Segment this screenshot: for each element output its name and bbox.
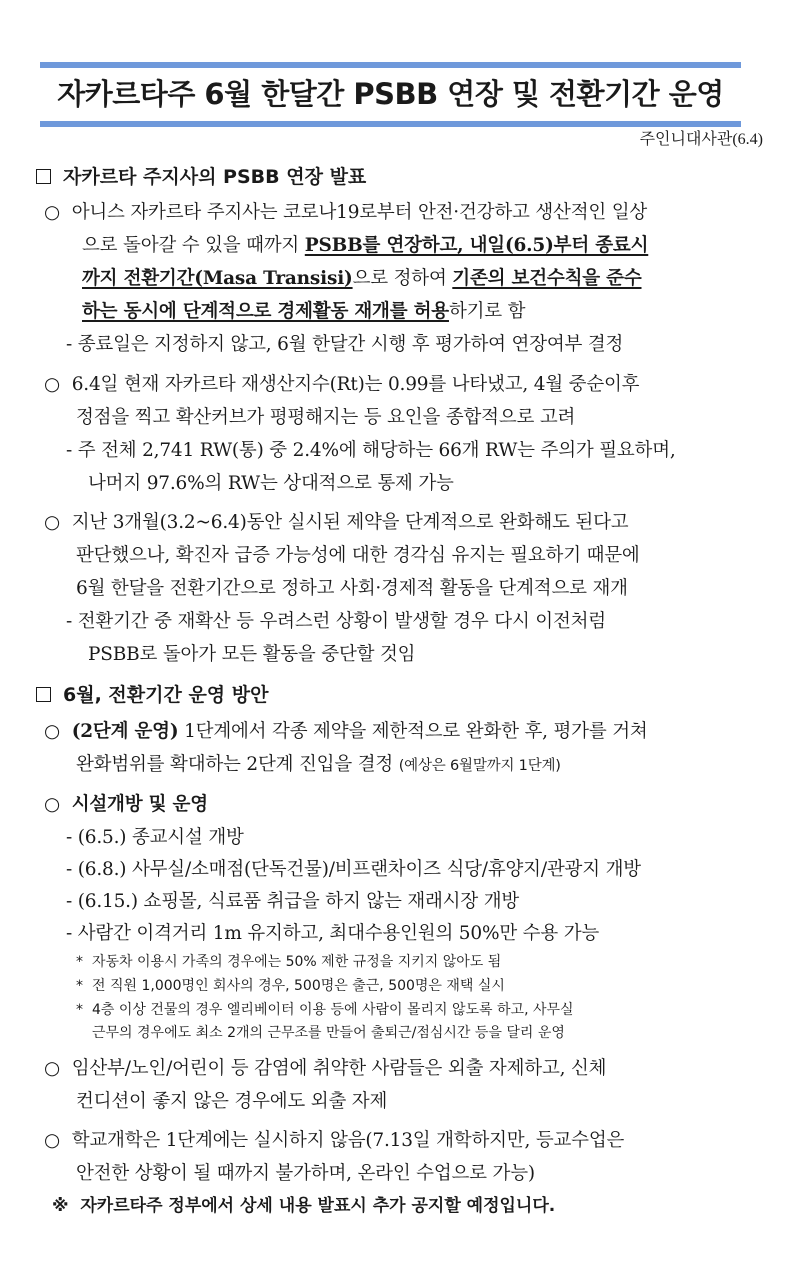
star-note-line: * 4층 이상 건물의 경우 엘리베이터 이용 등에 사람이 몰리지 않도록 하고, 사무실 [76, 1002, 574, 1018]
paragraph-line: ○ 아니스 자카르타 주지사는 코로나19로부터 안전·건강하고 생산적인 일상 [44, 202, 648, 223]
sub-bullet-line: - (6.8.) 사무실/소매점(단독건물)/비프랜차이즈 식당/휴양지/관광지 개방 [66, 859, 641, 880]
footer-note: ※ 자카르타주 정부에서 상세 내용 발표시 추가 공지할 예정입니다. [52, 1196, 556, 1216]
section-heading-psbb-extension: 자카르타 주지사의 PSBB 연장 발표 [36, 162, 366, 189]
page-title: 자카르타주 6월 한달간 PSBB 연장 및 전환기간 운영 [57, 77, 724, 111]
paragraph-line: 안전한 상황이 될 때까지 불가하며, 온라인 수업으로 가능) [76, 1163, 535, 1184]
paragraph-line: 하는 동시에 단계적으로 경제활동 재개를 허용하기로 함 [82, 301, 526, 322]
sub-bullet-line: PSBB로 돌아가 모든 활동을 중단할 것임 [88, 644, 416, 665]
circle-bullet-icon: ○ [44, 721, 60, 742]
asterisk-icon: * [76, 1002, 83, 1018]
checkbox-square-icon [36, 687, 51, 702]
asterisk-icon: * [76, 978, 83, 994]
circle-bullet-icon: ○ [44, 512, 60, 533]
source-label: 주인니대사관(6.4) [639, 131, 763, 148]
title-bar-top [40, 62, 741, 68]
paragraph-line: ○ (2단계 운영) 1단계에서 각종 제약을 제한적으로 완화한 후, 평가를 거쳐 [44, 721, 648, 742]
paragraph-line: 컨디션이 좋지 않은 경우에도 외출 자제 [76, 1091, 388, 1112]
paragraph-line: ○ 학교개학은 1단계에는 실시하지 않음(7.13일 개학하지만, 등교수업은 [44, 1130, 625, 1151]
checkbox-square-icon [36, 169, 51, 184]
reference-mark-icon: ※ [52, 1196, 69, 1216]
star-note-line: * 자동차 이용시 가족의 경우에는 50% 제한 규정을 지키지 않아도 됨 [76, 954, 502, 970]
paragraph-line: ○ 임산부/노인/어린이 등 감염에 취약한 사람들은 외출 자제하고, 신체 [44, 1058, 607, 1079]
sub-bullet-line: - (6.15.) 쇼핑몰, 식료품 취급을 하지 않는 재래시장 개방 [66, 891, 520, 912]
sub-bullet-line: - 종료일은 지정하지 않고, 6월 한달간 시행 후 평가하여 연장여부 결정 [66, 334, 624, 355]
star-note-line: * 전 직원 1,000명인 회사의 경우, 500명은 출근, 500명은 재택 실시 [76, 978, 505, 994]
circle-bullet-icon: ○ [44, 202, 60, 223]
paragraph-line: ○ 6.4일 현재 자카르타 재생산지수(Rt)는 0.99를 나타냈고, 4월 중순이후 [44, 374, 640, 395]
star-note-line: 근무의 경우에도 최소 2개의 근무조를 만들어 출퇴근/점심시간 등을 달리 운영 [92, 1025, 565, 1041]
asterisk-icon: * [76, 954, 83, 970]
paragraph-line: 으로 돌아갈 수 있을 때까지 PSBB를 연장하고, 내일(6.5)부터 종료시 [82, 235, 649, 256]
paragraph-line: 완화범위를 확대하는 2단계 진입을 결정 (예상은 6월말까지 1단계) [76, 754, 561, 775]
paragraph-line: 판단했으나, 확진자 급증 가능성에 대한 경각심 유지는 필요하기 때문에 [76, 545, 640, 566]
paragraph-line: 까지 전환기간(Masa Transisi)으로 정하여 기존의 보건수칙을 준수 [82, 268, 642, 289]
circle-bullet-icon: ○ [44, 1058, 60, 1079]
sub-bullet-line: - 주 전체 2,741 RW(통) 중 2.4%에 해당하는 66개 RW는 주의가 필요하며, [66, 440, 676, 461]
section-heading-transition-plan: 6월, 전환기간 운영 방안 [36, 680, 268, 707]
sub-bullet-line: - 사람간 이격거리 1m 유지하고, 최대수용인원의 50%만 수용 가능 [66, 923, 600, 944]
sub-bullet-line: - (6.5.) 종교시설 개방 [66, 827, 244, 848]
paragraph-line: ○ 시설개방 및 운영 [44, 794, 208, 815]
paragraph-line: 정점을 찍고 확산커브가 평평해지는 등 요인을 종합적으로 고려 [76, 407, 576, 428]
paragraph-line: ○ 지난 3개월(3.2~6.4)동안 실시된 제약을 단계적으로 완화해도 된다고 [44, 512, 629, 533]
circle-bullet-icon: ○ [44, 1130, 60, 1151]
sub-bullet-line: - 전환기간 중 재확산 등 우려스런 상황이 발생할 경우 다시 이전처럼 [66, 611, 606, 632]
sub-bullet-line: 나머지 97.6%의 RW는 상대적으로 통제 가능 [88, 473, 454, 494]
circle-bullet-icon: ○ [44, 794, 60, 815]
title-bar-bottom [40, 121, 741, 127]
paragraph-line: 6월 한달을 전환기간으로 정하고 사회·경제적 활동을 단계적으로 재개 [76, 578, 628, 599]
circle-bullet-icon: ○ [44, 374, 60, 395]
